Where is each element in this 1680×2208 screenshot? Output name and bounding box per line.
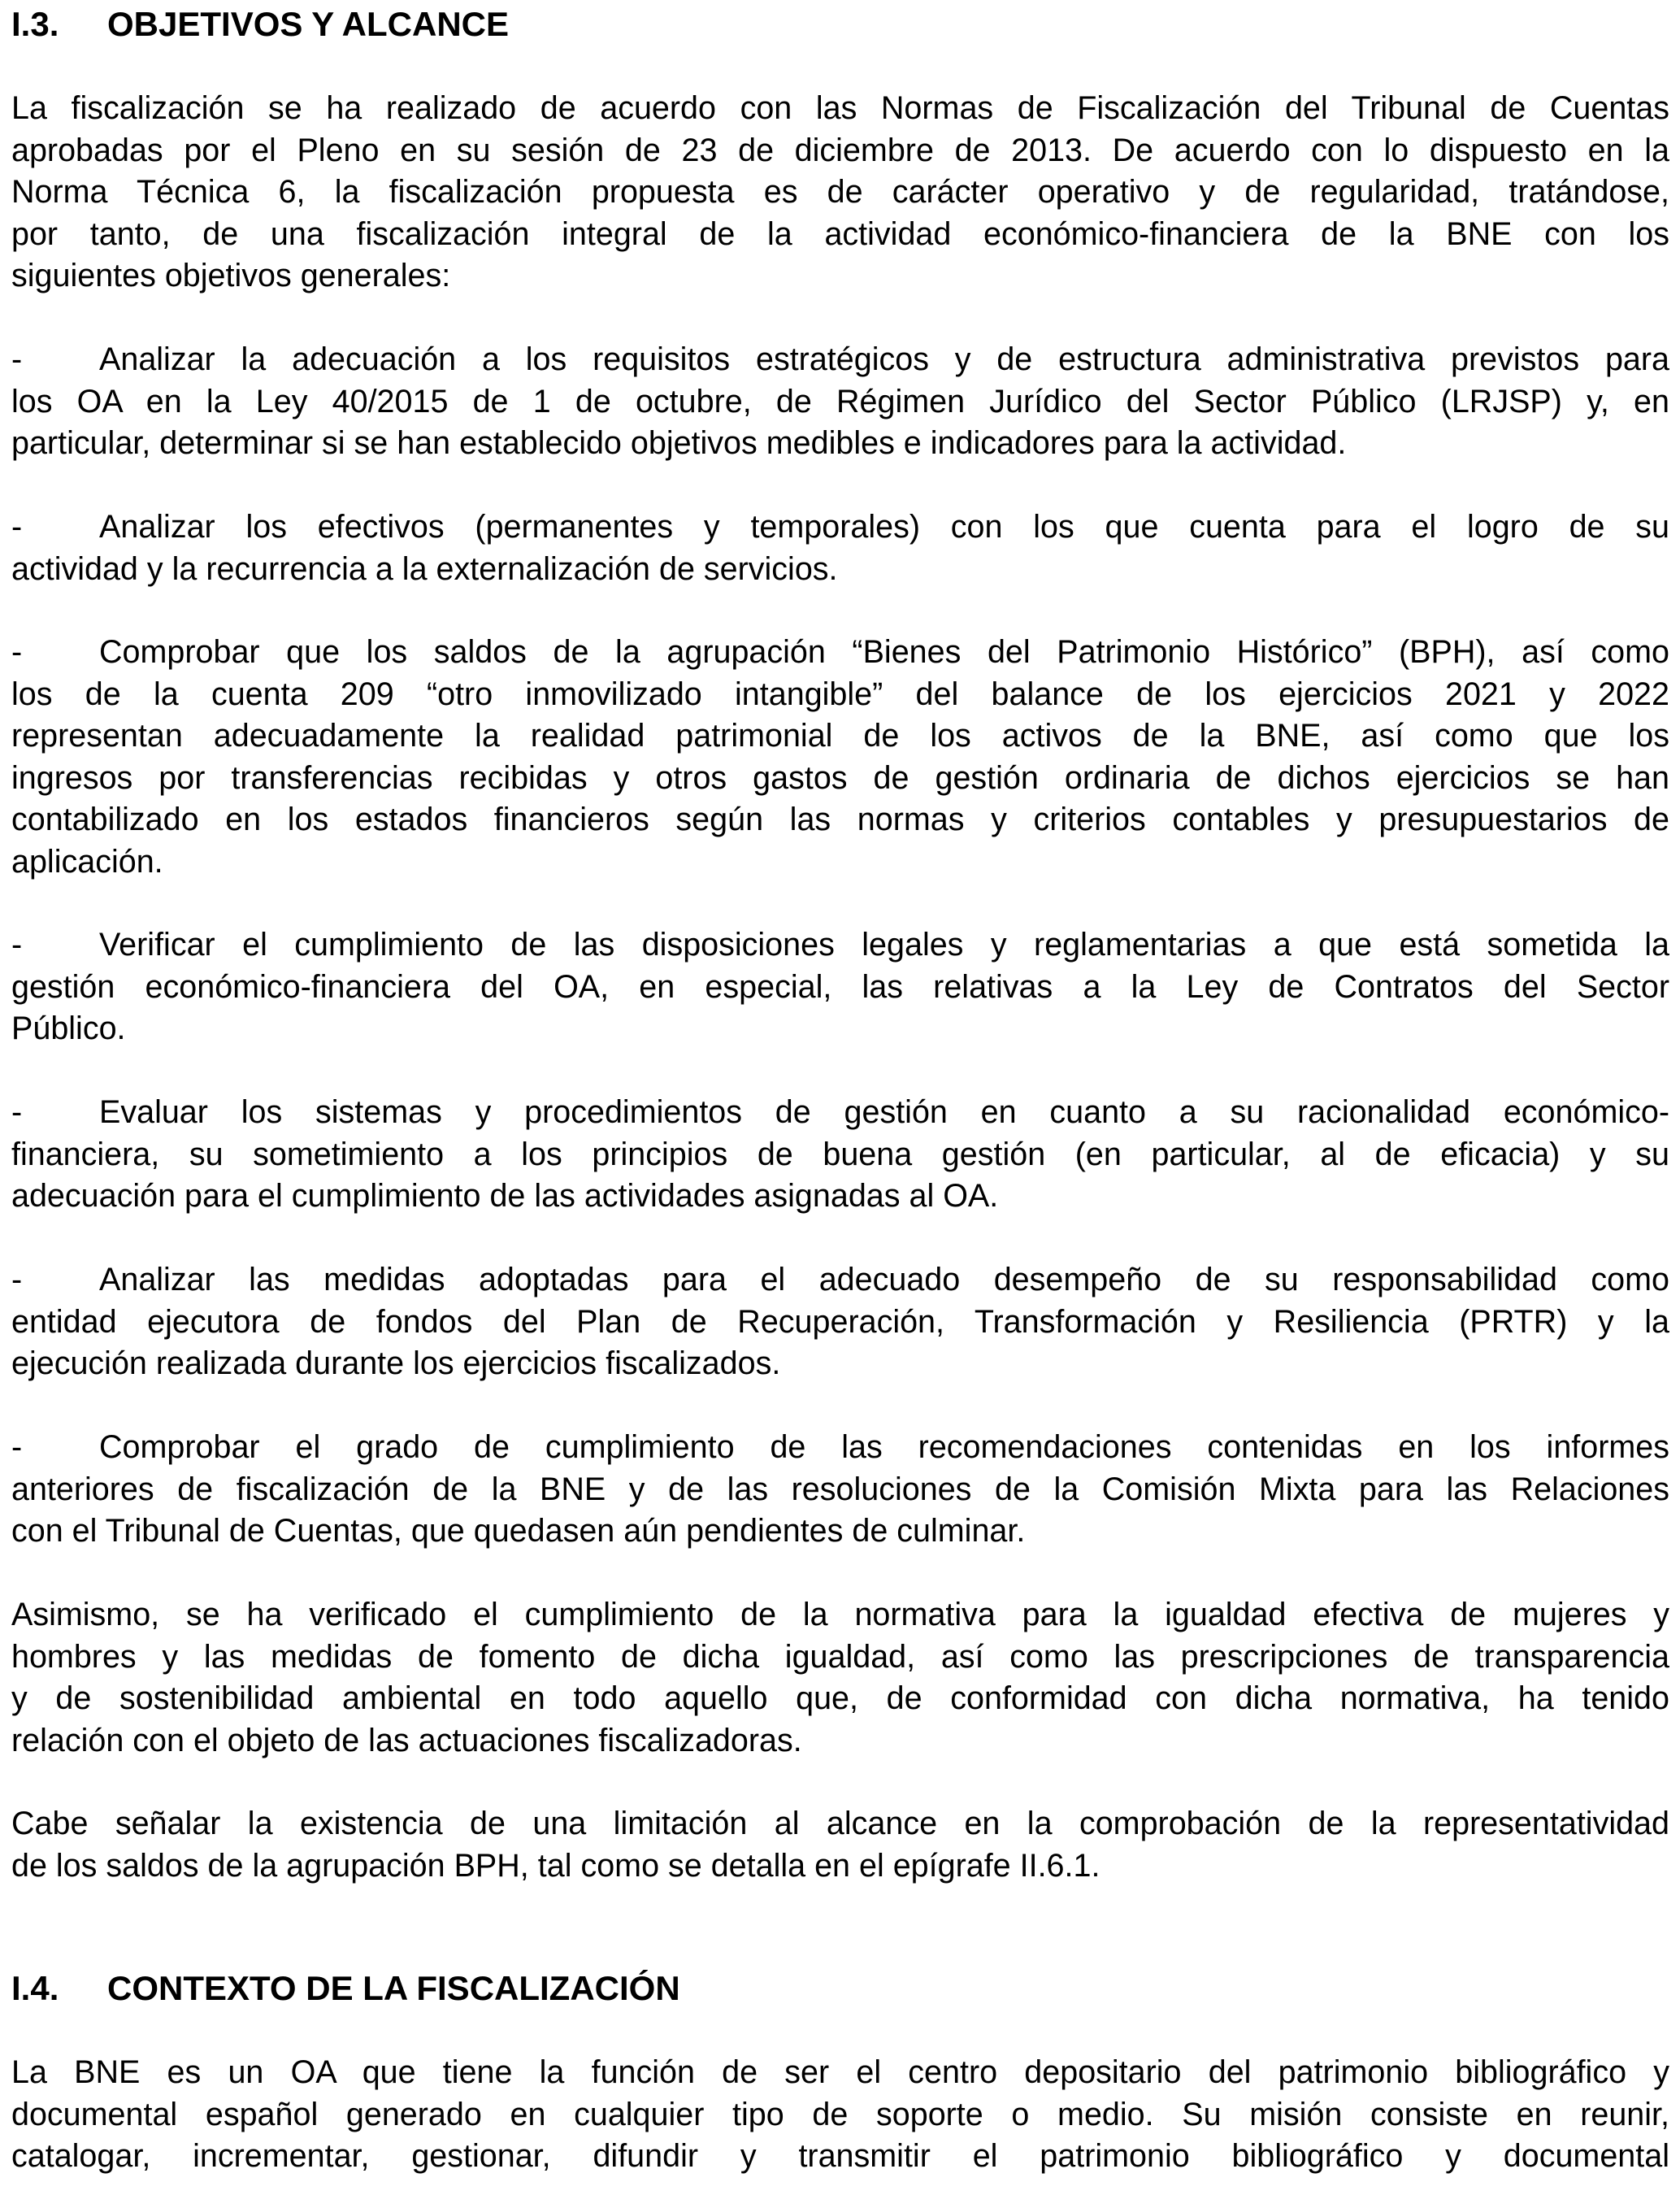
text-line: y de sostenibilidad ambiental en todo aquello que, de conformidad con dicha normativa, ha tenido — [11, 1680, 1669, 1716]
intro-paragraph — [11, 88, 1669, 298]
text-line: Asimismo, se ha verificado el cumplimiento de la normativa para la igualdad efectiva de mujeres y — [11, 1597, 1669, 1632]
text-line: actividad y la recurrencia a la externalización de servicios. — [11, 550, 838, 587]
text-line: catalogar, incrementar, gestionar, difundir y transmitir el patrimonio bibliográfico y documental — [11, 2138, 1669, 2174]
text-line: Evaluar los sistemas y procedimientos de gestión en cuanto a su racionalidad económico- — [99, 1094, 1669, 1130]
text-line: financiera, su sometimiento a los principios de buena gestión (en particular, al de eficacia) y su — [11, 1136, 1669, 1172]
text-line: adecuación para el cumplimiento de las actividades asignadas al OA. — [11, 1178, 999, 1214]
text-line: ingresos por transferencias recibidas y otros gastos de gestión ordinaria de dichos ejercicios se han — [11, 759, 1669, 796]
text-line: La BNE es un OA que tiene la función de ser el centro depositario del patrimonio bibliográfico y — [11, 2054, 1669, 2090]
text-line: representan adecuadamente la realidad patrimonial de los activos de la BNE, así como que los — [11, 718, 1669, 754]
bullet-dash: - — [11, 341, 23, 377]
text-line: hombres y las medidas de fomento de dicha igualdad, así como las prescripciones de transparencia — [11, 1638, 1669, 1675]
section-number: I.3. — [11, 5, 59, 43]
text-line: los OA en la Ley 40/2015 de 1 de octubre, de Régimen Jurídico del Sector Público (LRJSP) y, en — [11, 383, 1669, 419]
text-line: Comprobar que los saldos de la agrupación “Bienes del Patrimonio Histórico” (BPH), así como — [99, 634, 1669, 670]
text-line: Verificar el cumplimiento de las disposiciones legales y reglamentarias a que está sometida la — [99, 927, 1669, 963]
text-line: de los saldos de la agrupación BPH, tal como se detalla en el epígrafe II.6.1. — [11, 1847, 1100, 1884]
text-line: por tanto, de una fiscalización integral de la actividad económico-financiera de la BNE con los — [11, 215, 1669, 252]
bullet-dash: - — [11, 927, 23, 963]
text-line: Analizar las medidas adoptadas para el adecuado desempeño de su responsabilidad como — [99, 1262, 1669, 1297]
section-heading-objetivos — [11, 3, 509, 46]
text-line: entidad ejecutora de fondos del Plan de Recuperación, Transformación y Resiliencia (PRTR) y la — [11, 1303, 1669, 1340]
text-line: Analizar la adecuación a los requisitos estratégicos y de estructura administrativa previstos para — [99, 341, 1669, 377]
text-line: contabilizado en los estados financieros según las normas y criterios contables y presupuestarios de — [11, 802, 1669, 837]
bullet-dash: - — [11, 1429, 23, 1465]
bullet-dash: - — [11, 509, 23, 545]
text-line: documental español generado en cualquier tipo de soporte o medio. Su misión consiste en reunir, — [11, 2096, 1669, 2132]
text-line: Comprobar el grado de cumplimiento de las recomendaciones contenidas en los informes — [99, 1429, 1669, 1465]
objective-item — [11, 506, 1669, 590]
bullet-dash: - — [11, 1262, 23, 1297]
text-line: Norma Técnica 6, la fiscalización propuesta es de carácter operativo y de regularidad, tratándose, — [11, 174, 1669, 210]
text-line: Cabe señalar la existencia de una limitación al alcance en la comprobación de la representatividad — [11, 1806, 1669, 1841]
text-line: gestión económico-financiera del OA, en especial, las relativas a la Ley de Contratos del Sector — [11, 968, 1669, 1005]
limitation-paragraph — [11, 1803, 1669, 1887]
text-line: con el Tribunal de Cuentas, que quedasen aún pendientes de culminar. — [11, 1513, 1026, 1549]
objective-item — [11, 1427, 1669, 1553]
bullet-dash: - — [11, 634, 23, 670]
objective-item — [11, 339, 1669, 465]
text-line: aprobadas por el Pleno en su sesión de 23 de diciembre de 2013. De acuerdo con lo dispuesto en la — [11, 132, 1669, 168]
equality-paragraph — [11, 1594, 1669, 1762]
objective-item — [11, 1092, 1669, 1218]
text-line: anteriores de fiscalización de la BNE y de las resoluciones de la Comisión Mixta para las Relaciones — [11, 1471, 1669, 1507]
section-number: I.4. — [11, 1969, 59, 2007]
text-line: Público. — [11, 1011, 126, 1046]
text-line: los de la cuenta 209 “otro inmovilizado intangible” del balance de los ejercicios 2021 y 2022 — [11, 676, 1669, 712]
text-line: particular, determinar si se han establecido objetivos medibles e indicadores para la actividad. — [11, 425, 1347, 461]
objective-item — [11, 632, 1669, 883]
bullet-dash: - — [11, 1094, 23, 1130]
section-title: OBJETIVOS Y ALCANCE — [107, 5, 509, 43]
text-line: La fiscalización se ha realizado de acuerdo con las Normas de Fiscalización del Tribunal de Cuentas — [11, 90, 1669, 126]
context-paragraph — [11, 2052, 1669, 2178]
text-line: aplicación. — [11, 843, 163, 880]
text-line: relación con el objeto de las actuaciones fiscalizadoras. — [11, 1722, 802, 1758]
section-title: CONTEXTO DE LA FISCALIZACIÓN — [107, 1969, 680, 2007]
text-line: ejecución realizada durante los ejercicios fiscalizados. — [11, 1345, 781, 1381]
objective-item — [11, 1259, 1669, 1385]
section-heading-contexto — [11, 1967, 680, 2010]
text-line: siguientes objetivos generales: — [11, 258, 451, 293]
text-line: Analizar los efectivos (permanentes y temporales) con los que cuenta para el logro de su — [99, 509, 1669, 545]
objective-item — [11, 924, 1669, 1050]
